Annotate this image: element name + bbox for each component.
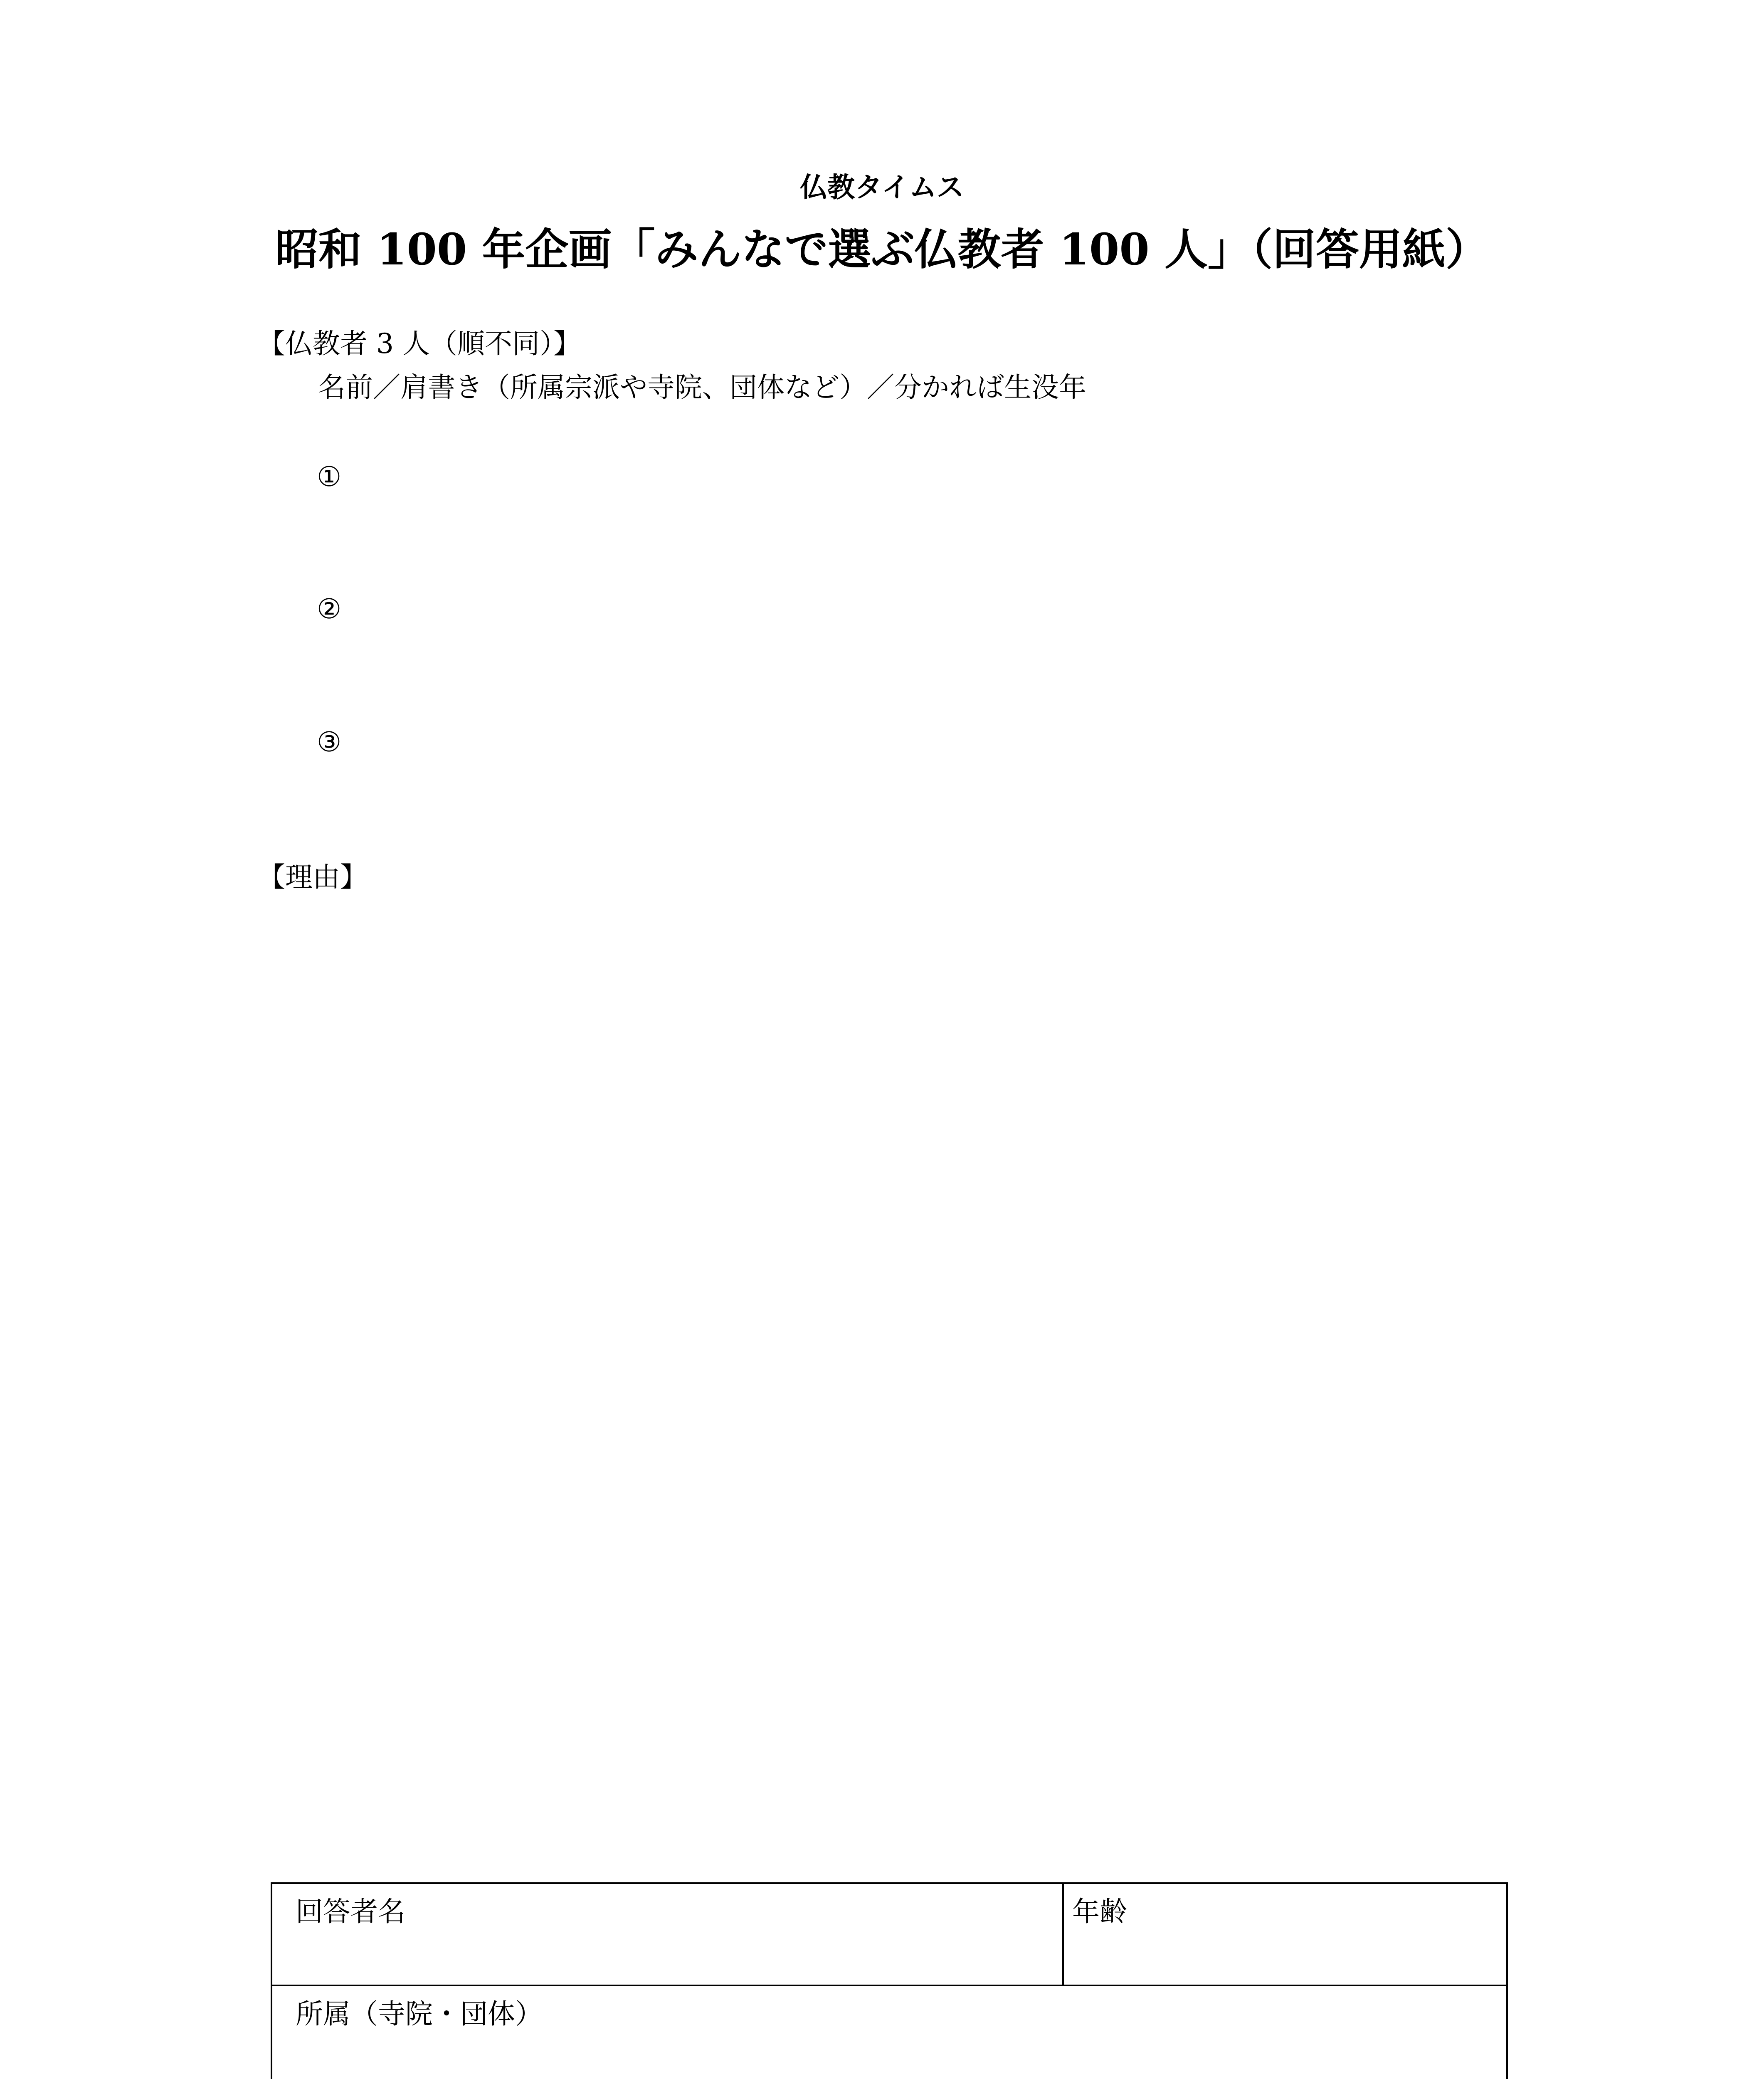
respondent-form-table (271, 1882, 1508, 2079)
age-label: 年齢 (1072, 1896, 1127, 1928)
nominee-entry-1[interactable]: ① (317, 461, 342, 493)
page-title: 昭和 100 年企画「みんなで選ぶ仏教者 100 人」（回答用紙） (275, 224, 1489, 275)
age-field[interactable] (1064, 1884, 1506, 1985)
publisher-name: 仏教タイムス (800, 171, 964, 203)
respondent-name-label: 回答者名 (296, 1896, 405, 1928)
affiliation-field[interactable] (272, 1986, 1506, 2079)
nominee-entry-2[interactable]: ② (317, 593, 342, 625)
nominees-instruction: 名前／肩書き（所属宗派や寺院、団体など）／分かれば生没年 (318, 371, 1086, 403)
nominee-entry-3[interactable]: ③ (317, 726, 342, 758)
respondent-name-field[interactable] (272, 1884, 1062, 1985)
nominees-heading: 【仏教者 3 人（順不同）】 (258, 328, 581, 360)
reason-heading: 【理由】 (258, 861, 368, 893)
affiliation-label: 所属（寺院・団体） (296, 1998, 543, 2030)
reason-writing-area[interactable] (258, 902, 1505, 1838)
